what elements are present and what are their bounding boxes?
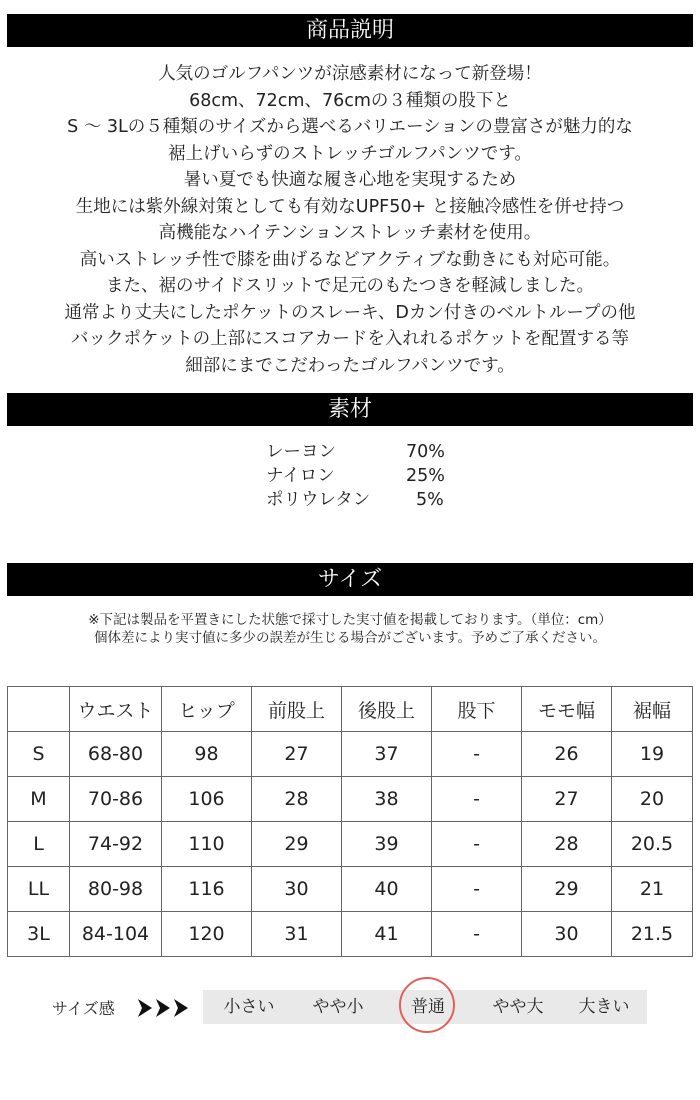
size-cell: 70-86	[70, 777, 162, 822]
size-cell: S	[8, 732, 70, 777]
material-row	[266, 488, 476, 512]
description-line: S ～ 3Lの５種類のサイズから選べるバリエーションの豊富さが魅力的な	[67, 117, 633, 137]
header-cell: モモ幅	[522, 687, 612, 732]
size-feel-option-large: 大きい	[578, 997, 630, 1017]
size-cell: -	[432, 732, 522, 777]
table-row	[8, 867, 693, 912]
size-cell: 41	[342, 912, 432, 957]
size-feel-label: サイズ感	[52, 999, 115, 1018]
size-cell: 30	[522, 912, 612, 957]
size-cell: 20.5	[612, 822, 693, 867]
size-cell: 28	[522, 822, 612, 867]
size-cell: 116	[162, 867, 252, 912]
size-cell: 68-80	[70, 732, 162, 777]
size-cell: -	[432, 777, 522, 822]
size-feel-option-small: 小さい	[223, 997, 275, 1017]
material-name: レーヨン	[266, 442, 336, 462]
description-line: 人気のゴルフパンツが涼感素材になって新登場！	[158, 64, 542, 84]
size-feel-option-slightly-small: やや小	[312, 997, 364, 1017]
size-cell: 20	[612, 777, 693, 822]
size-cell: 3L	[8, 912, 70, 957]
description-line: また、裾のサイドスリットで足元のもたつきを軽減しました。	[106, 276, 594, 296]
table-row	[8, 732, 693, 777]
header-cell: 前股上	[252, 687, 342, 732]
size-cell: 21.5	[612, 912, 693, 957]
section-title: 素材	[327, 397, 372, 422]
table-row	[8, 912, 693, 957]
table-row	[8, 822, 693, 867]
section-header-material	[7, 393, 693, 426]
size-cell: -	[432, 822, 522, 867]
material-percent: 5%	[416, 490, 444, 510]
size-cell: 74-92	[70, 822, 162, 867]
section-title: 商品説明	[305, 18, 394, 43]
size-note	[0, 611, 700, 647]
size-cell: 28	[252, 777, 342, 822]
size-table	[7, 686, 693, 957]
size-note-line: ※下記は製品を平置きにした状態で採寸した実寸値を掲載しております。（単位：cm）	[88, 612, 612, 628]
size-cell: 40	[342, 867, 432, 912]
size-cell: L	[8, 822, 70, 867]
size-cell: 110	[162, 822, 252, 867]
size-cell: 80-98	[70, 867, 162, 912]
selected-size-circle	[399, 977, 455, 1033]
header-cell: ウエスト	[70, 687, 162, 732]
material-percent: 25%	[406, 466, 445, 486]
description-line: 高いストレッチ性で膝を曲げるなどアクティブな動きにも対応可能。	[79, 249, 621, 270]
size-cell: 27	[252, 732, 342, 777]
size-cell: 21	[612, 867, 693, 912]
size-cell: -	[432, 867, 522, 912]
size-cell: -	[432, 912, 522, 957]
triple-arrow-icon	[136, 997, 192, 1019]
table-header-row	[8, 687, 693, 732]
size-cell: 27	[522, 777, 612, 822]
table-row	[8, 777, 693, 822]
material-row	[266, 440, 476, 464]
size-cell: 38	[342, 777, 432, 822]
size-cell: 98	[162, 732, 252, 777]
section-header-description	[7, 14, 693, 47]
material-name: ポリウレタン	[266, 490, 371, 510]
header-cell: 後股上	[342, 687, 432, 732]
size-cell: 31	[252, 912, 342, 957]
description-line: 68cm、72cm、76cmの３種類の股下と	[189, 90, 511, 111]
size-feel-option-normal: 普通	[411, 997, 445, 1017]
description-line: バックポケットの上部にスコアカードを入れれるポケットを配置する等	[70, 329, 630, 349]
description-line: 高機能なハイテンションストレッチ素材を使用。	[158, 223, 542, 243]
size-cell: 39	[342, 822, 432, 867]
material-percent: 70%	[406, 442, 445, 462]
size-cell: 29	[522, 867, 612, 912]
description-line: 暑い夏でも快適な履き心地を実現するため	[183, 170, 517, 190]
size-cell: 120	[162, 912, 252, 957]
description-line: 通常より丈夫にしたポケットのスレーキ、Dカン付きのベルトループの他	[64, 302, 636, 323]
size-feel-scale	[0, 988, 700, 1024]
size-cell: M	[8, 777, 70, 822]
size-cell: 19	[612, 732, 693, 777]
header-cell: ヒップ	[162, 687, 252, 732]
description-line: 細部にまでこだわったゴルフパンツです。	[185, 355, 515, 376]
header-cell: 股下	[432, 687, 522, 732]
header-cell	[8, 687, 70, 732]
size-cell: LL	[8, 867, 70, 912]
material-row	[266, 464, 476, 488]
size-cell: 84-104	[70, 912, 162, 957]
description-line: 生地には紫外線対策としても有効なUPF50+ と接触冷感性を併せ持つ	[75, 196, 625, 217]
material-list	[266, 440, 476, 512]
description-line: 裾上げいらずのストレッチゴルフパンツです。	[168, 143, 532, 164]
size-feel-option-slightly-large: やや大	[492, 997, 544, 1017]
size-cell: 106	[162, 777, 252, 822]
section-header-size	[7, 563, 693, 596]
size-note-line: 個体差により実寸値に多少の誤差が生じる場合がございます。予めご了承ください。	[94, 630, 606, 646]
product-description	[0, 61, 700, 379]
size-cell: 29	[252, 822, 342, 867]
size-cell: 37	[342, 732, 432, 777]
size-cell: 30	[252, 867, 342, 912]
material-name: ナイロン	[266, 466, 335, 486]
section-title: サイズ	[317, 567, 383, 592]
size-cell: 26	[522, 732, 612, 777]
header-cell: 裾幅	[612, 687, 693, 732]
